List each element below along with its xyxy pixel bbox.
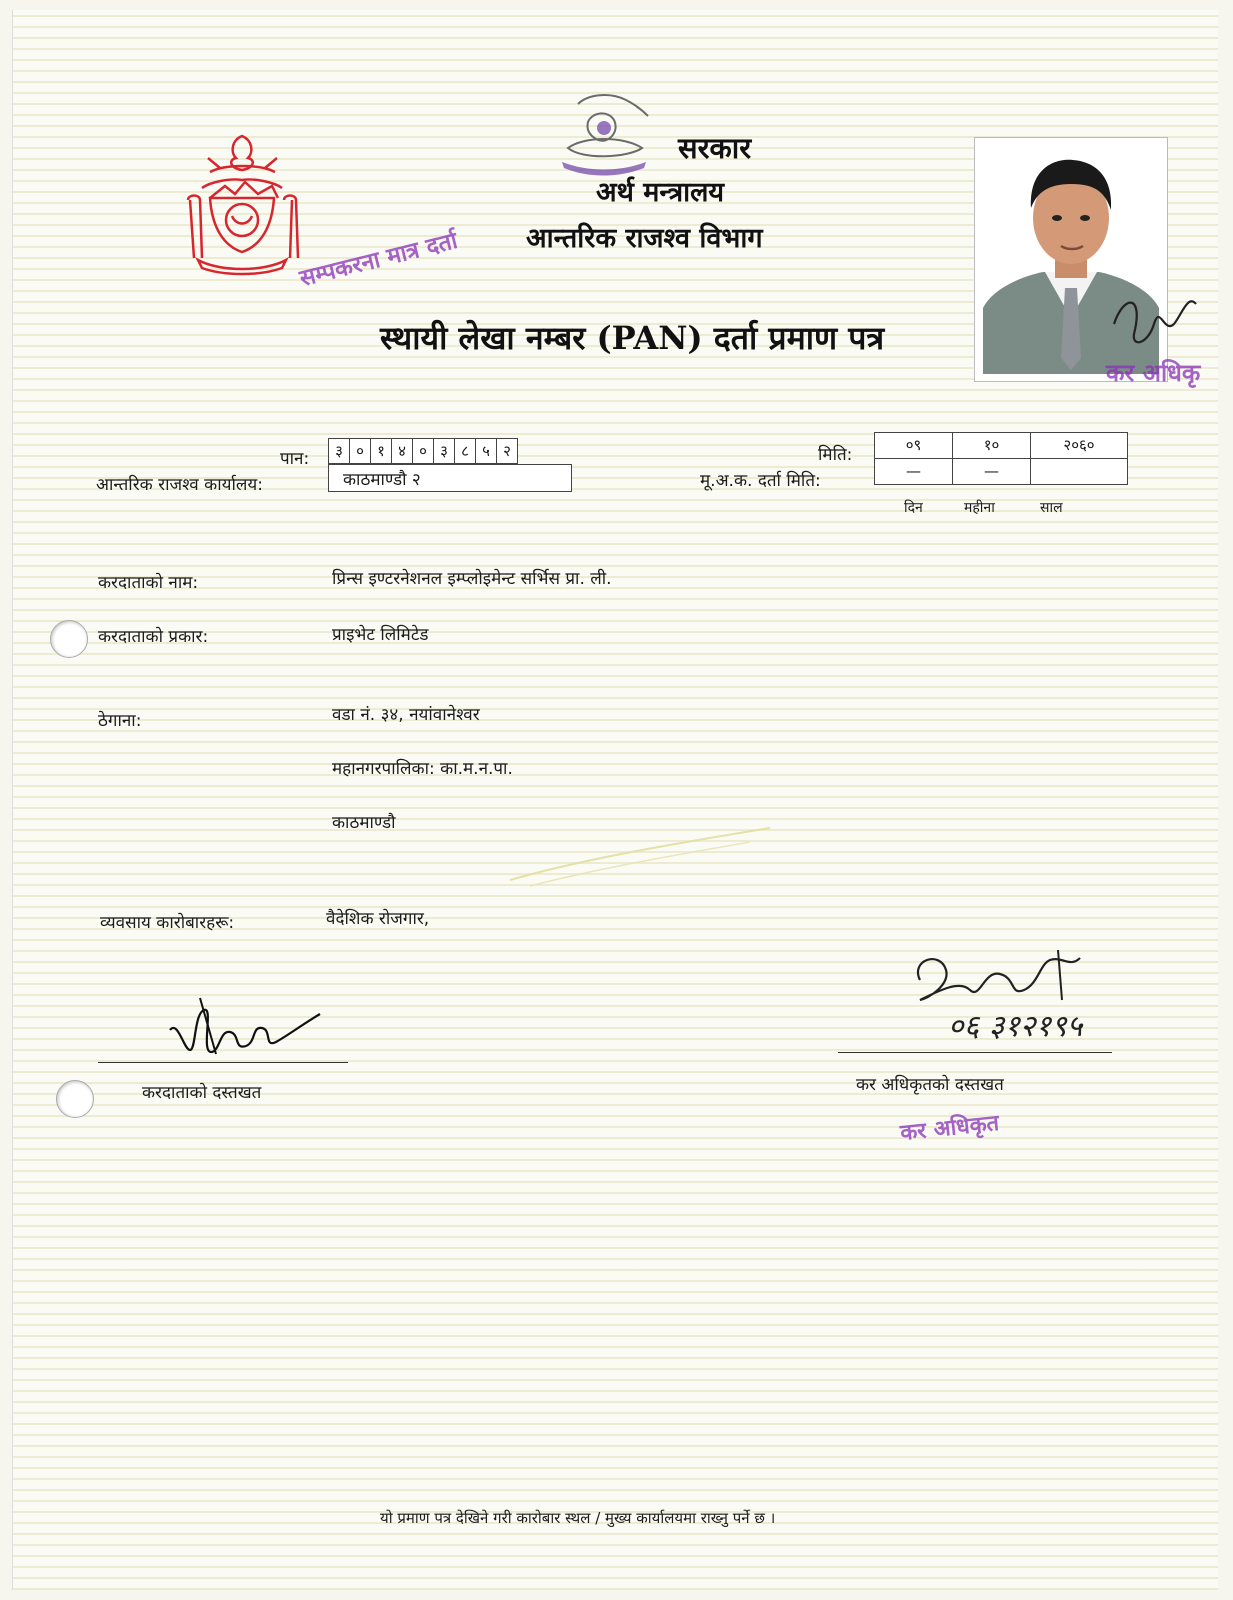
address-label: ठेगाना: [98, 711, 142, 731]
certificate-title: स्थायी लेखा नम्बर (PAN) दर्ता प्रमाण पत्र [380, 319, 885, 357]
footer-notice: यो प्रमाण पत्र देखिने गरी कारोबार स्थल / मुख्य कार्यालयमा राख्नु पर्ने छ । [380, 1509, 776, 1527]
pan-digit: ५ [476, 439, 497, 463]
taxpayer-signature [160, 990, 330, 1070]
date-year: २०६० [1063, 436, 1095, 454]
officer-signature-line [838, 1052, 1112, 1053]
header-government: सरकार [678, 131, 752, 165]
pan-digit: ३ [329, 439, 350, 463]
address-line3: काठमाण्डौ [332, 813, 396, 833]
pan-digit: ४ [392, 439, 413, 463]
office-box [328, 464, 572, 492]
col-year-label: साल [1040, 500, 1063, 516]
taxpayer-type-label: करदाताको प्रकार: [98, 627, 209, 647]
photo-signature [1104, 284, 1204, 364]
pan-digit: ३ [434, 439, 455, 463]
pan-digit: ० [413, 439, 434, 463]
taxpayer-type: प्राइभेट लिमिटेड [332, 625, 429, 645]
date-day: ०९ [875, 433, 953, 458]
photo-officer-stamp: कर अधिकृ [1106, 358, 1201, 387]
registration-date-row [875, 433, 1127, 458]
taxpayer-name-label: करदाताको नाम: [98, 573, 199, 593]
pan-number-boxes [328, 438, 518, 464]
taxpayer-signature-line [98, 1062, 348, 1063]
col-day-label: दिन [904, 500, 923, 516]
vat-date-year [1031, 459, 1127, 484]
registration-stamp: सम्पकरना मात्र दर्ता [296, 226, 461, 293]
address-line1: वडा नं. ३४, नयांवानेश्वर [332, 705, 480, 725]
officer-code: ०६ ३१२१९५ [948, 1009, 1083, 1044]
pan-digit: ८ [455, 439, 476, 463]
punch-hole-top [50, 620, 88, 658]
business-value: वैदेशिक रोजगार, [326, 909, 430, 929]
business-label: व्यवसाय कारोबारहरू: [100, 913, 235, 933]
national-emblem-icon [180, 128, 305, 276]
date-label: मिति: [818, 445, 853, 465]
header-ministry: अर्थ मन्त्रालय [596, 177, 725, 208]
officer-signature-label: कर अधिकृतको दस्तखत [856, 1075, 1004, 1095]
faint-mark [500, 820, 780, 890]
vat-date-day: — [875, 459, 953, 484]
vat-date-label: मू.अ.क. दर्ता मिति: [700, 471, 821, 491]
col-month-label: महीना [964, 500, 995, 516]
address-line2: महानगरपालिका: का.म.न.पा. [332, 759, 513, 779]
date-grid [874, 432, 1128, 485]
taxpayer-signature-label: करदाताको दस्तखत [142, 1083, 262, 1103]
vat-date-row [875, 458, 1127, 484]
header-department: आन्तरिक राजश्व विभाग [526, 223, 763, 254]
date-month: १० [953, 433, 1031, 458]
pan-digit: २ [503, 442, 511, 460]
officer-stamp: कर अधिकृत [899, 1109, 1001, 1147]
vat-date-month: — [953, 459, 1031, 484]
pan-digit: ० [350, 439, 371, 463]
punch-hole-bottom [56, 1080, 94, 1118]
pan-label: पान: [280, 449, 310, 469]
office-label: आन्तरिक राजश्व कार्यालय: [96, 475, 264, 495]
office-value: काठमाण्डौ २ [343, 470, 421, 490]
taxpayer-name: प्रिन्स इण्टरनेशनल इम्प्लोइमेन्ट सर्भिस प्रा. ली. [332, 569, 612, 589]
pan-digit: १ [371, 439, 392, 463]
